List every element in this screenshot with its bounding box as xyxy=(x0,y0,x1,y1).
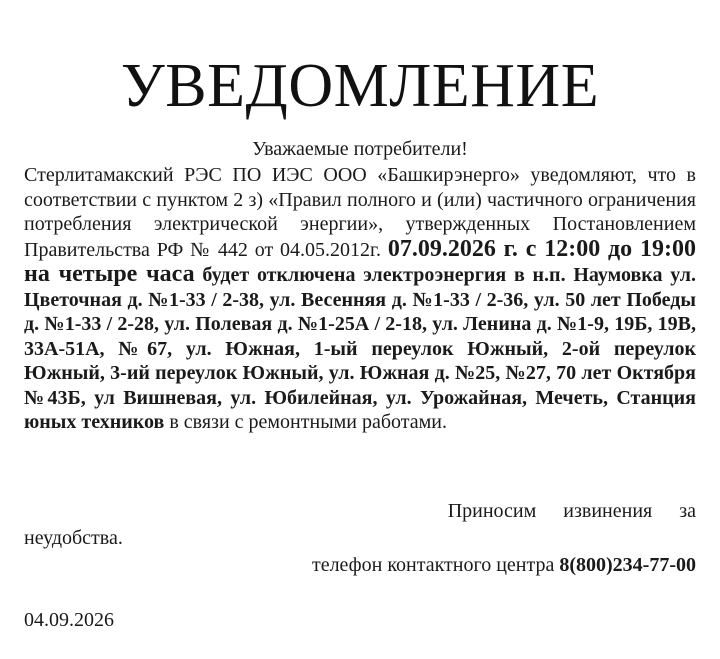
apology-line-1: Приносим извинения за xyxy=(447,500,696,522)
notice-body xyxy=(24,163,696,435)
outage-reason: в связи с ремонтными работами. xyxy=(169,411,448,433)
contact-phone xyxy=(312,552,696,578)
apology xyxy=(24,498,696,552)
outage-details: будет отключена электроэнергия в н.п. Наумовка ул. Цветочная д. №1-33 / 2-38, ул. Весенняя д. №1-33 / 2-36, ул. 50 лет Победы д. №1-33 / 2-28, ул. Полевая д. №1-25А / 2-18, ул. Ленина д. №1-9, 19Б, 19В, 33А-51А, №67, ул. Южная, 1-ый переулок Южный, 2-ой переулок Южный, 3-ий переулок Южный, ул. Южная д. №25, №27, 70 лет Октября №43Б, ул Вишневая, ул. Юбилейная, ул. Урожайная, Мечеть, Станция юных техников xyxy=(24,264,697,433)
phone-number: 8(800)234-77-00 xyxy=(559,554,696,576)
phone-label: телефон контактного центра xyxy=(311,554,555,576)
greeting: Уважаемые потребители! xyxy=(252,138,468,160)
notice-title: УВЕДОМЛЕНИЕ xyxy=(120,52,600,120)
intro-text: Стерлитамакский РЭС ПО ИЭС ООО «Башкирэнерго» уведомляют, что в соответствии с пунктом 2 з) «Правил полного и (или) частичного ограничения потребления электрической энергии», утвержденных Постановлением Правительства РФ № 442 от 04.05.2012г. xyxy=(24,164,696,261)
outage-time: 07.09.2026 г. с 12:00 до 19:00 на четыре часа xyxy=(24,235,697,287)
apology-line-2: неудобства. xyxy=(24,527,123,549)
notice-date: 04.09.2026 xyxy=(24,609,114,631)
